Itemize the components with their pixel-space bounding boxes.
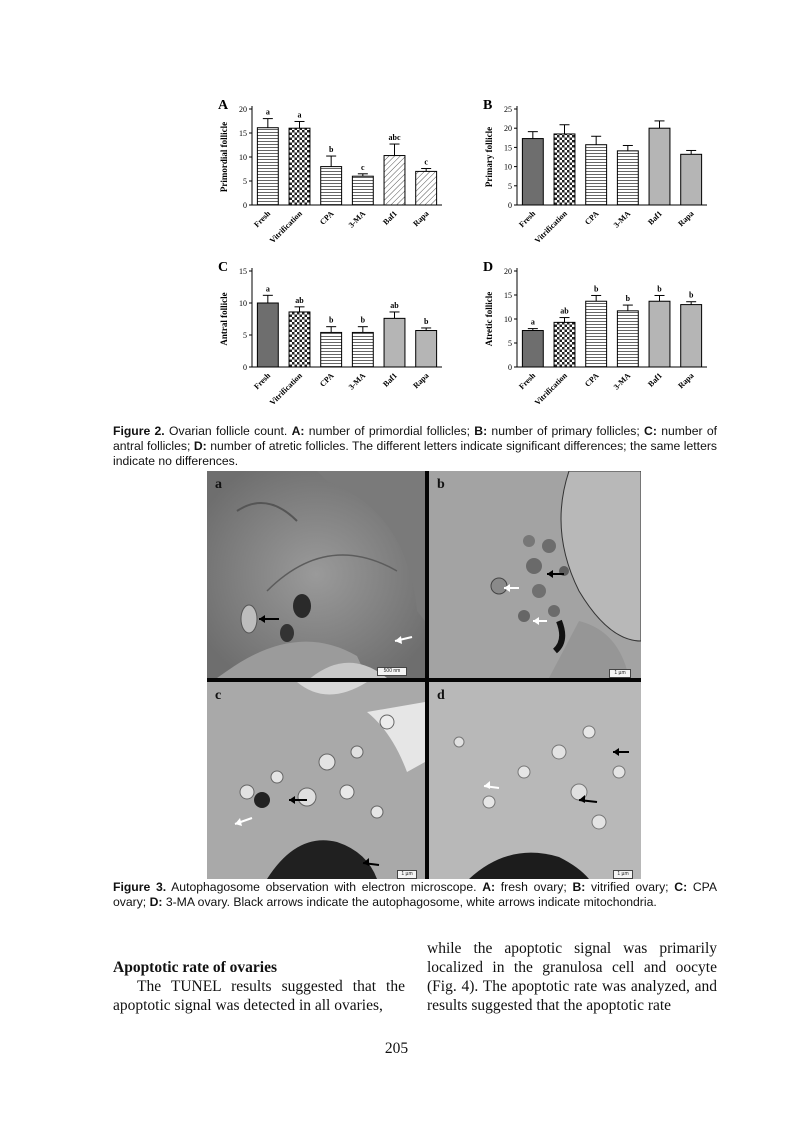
x-tick-label: 3-MA: [611, 371, 633, 392]
caption-part-b: number of primary follicles;: [487, 424, 645, 438]
y-tick-label: 5: [508, 181, 512, 191]
micrograph-panel-c: [207, 682, 425, 879]
panel-letter-d: D: [483, 260, 494, 275]
left-column: [113, 958, 405, 1015]
micrograph-panel-b: [429, 471, 641, 678]
x-tick-label: Vitrification: [532, 371, 569, 408]
scale-bar-c: 1 µm: [397, 870, 417, 879]
caption-part-c: number of antral follicles;: [113, 424, 717, 453]
x-tick-label: Fresh: [517, 209, 538, 230]
bar-vitrification: [289, 312, 310, 367]
bar-3-ma: [352, 332, 373, 367]
y-tick-label: 0: [243, 201, 247, 210]
significance-letter: abc: [388, 133, 401, 143]
bar-cpa: [321, 167, 342, 205]
significance-letter: b: [328, 315, 334, 325]
y-tick-label: 5: [508, 339, 512, 348]
x-tick-label: Baf1: [646, 371, 664, 389]
y-tick-label: 15: [504, 291, 512, 300]
x-tick-label: Rapa: [411, 209, 431, 229]
y-tick-label: 15: [504, 143, 512, 153]
x-tick-label: 3-MA: [346, 371, 368, 392]
y-tick-label: 5: [243, 331, 247, 340]
bar-vitrification: [554, 134, 575, 205]
f3-caption-key-b: B:: [572, 880, 586, 894]
y-tick-label: 15: [239, 129, 247, 138]
x-tick-label: Vitrification: [267, 209, 304, 246]
scale-bar-a: 500 nm: [377, 667, 407, 676]
x-tick-label: Baf1: [646, 209, 664, 227]
y-axis-label: Atretic follicle: [484, 291, 494, 347]
x-tick-label: Baf1: [381, 209, 399, 227]
bar-fresh: [522, 139, 543, 205]
right-column-text: while the apoptotic signal was primarily localized in the granulosa cell and oocyte (Fig. 4). The apoptotic rate was analyzed, and results suggested that the apoptotic rate: [427, 940, 717, 1014]
bar-fresh: [257, 128, 278, 205]
panel-letter-a: A: [218, 98, 229, 113]
significance-letter: b: [593, 284, 599, 294]
bar-baf1: [384, 156, 405, 205]
significance-letter: c: [361, 162, 365, 172]
significance-letter: c: [424, 157, 428, 167]
y-tick-label: 0: [508, 363, 512, 372]
page-number: 205: [384, 1040, 409, 1057]
y-tick-label: 20: [504, 124, 512, 134]
x-tick-label: Fresh: [517, 371, 538, 392]
x-tick-label: Baf1: [381, 371, 399, 389]
y-axis-label: Primordial follicle: [219, 121, 229, 193]
f3-caption-part-d: 3-MA ovary. Black arrows indicate the autophagosome, white arrows indicate mitochondria.: [162, 895, 657, 909]
bar-3-ma: [617, 311, 638, 367]
f3-caption-part-b: vitrified ovary;: [585, 880, 675, 894]
y-tick-label: 10: [504, 162, 512, 172]
significance-letter: b: [328, 145, 334, 155]
y-axis-label: Antral follicle: [219, 292, 229, 346]
x-tick-label: Fresh: [252, 209, 273, 230]
panel-letter-b: B: [483, 98, 493, 113]
figure3-caption-label: Figure 3.: [113, 880, 167, 894]
micrograph-label-b: b: [437, 477, 445, 492]
significance-letter: a: [297, 110, 302, 120]
y-tick-label: 20: [504, 267, 512, 276]
figure3-caption-text: Autophagosome observation with electron microscope.: [166, 880, 483, 894]
caption-key-b: B:: [474, 424, 488, 438]
bar-cpa: [586, 145, 607, 205]
f3-caption-key-d: D:: [149, 895, 163, 909]
f3-caption-key-a: A:: [482, 880, 496, 894]
micrograph-label-a: a: [215, 477, 222, 492]
x-tick-label: Rapa: [676, 209, 696, 229]
bar-fresh: [522, 331, 543, 367]
y-tick-label: 10: [239, 153, 247, 162]
chart-atretic-follicle: [477, 257, 722, 417]
x-tick-label: 3-MA: [346, 209, 368, 230]
f3-caption-key-c: C:: [674, 880, 688, 894]
figure2-caption-text: Ovarian follicle count.: [164, 424, 292, 438]
bar-cpa: [586, 301, 607, 367]
x-tick-label: CPA: [583, 209, 601, 227]
scale-bar-b: 1 µm: [609, 669, 631, 678]
bar-baf1: [649, 128, 670, 205]
chart-primary-follicle: [477, 95, 722, 255]
panel-letter-c: C: [218, 260, 229, 275]
x-tick-label: 3-MA: [611, 209, 633, 230]
x-tick-label: Vitrification: [532, 209, 569, 246]
left-column-text: The TUNEL results suggested that the apoptotic signal was detected in all ovaries,: [113, 978, 405, 1014]
bar-vitrification: [289, 128, 310, 205]
significance-letter: ab: [390, 300, 399, 310]
figure2-caption: [113, 424, 717, 469]
x-tick-label: CPA: [318, 209, 336, 227]
bar-rapa: [681, 154, 702, 205]
significance-letter: ab: [295, 295, 304, 305]
y-tick-label: 25: [504, 105, 512, 114]
f3-caption-part-c: CPA ovary;: [113, 880, 717, 909]
caption-key-a: A:: [291, 424, 305, 438]
bar-vitrification: [554, 322, 575, 367]
significance-letter: a: [530, 317, 535, 327]
f3-caption-part-a: fresh ovary;: [495, 880, 573, 894]
bar-rapa: [416, 331, 437, 367]
caption-part-a: number of primordial follicles;: [304, 424, 475, 438]
significance-letter: b: [360, 315, 366, 325]
significance-letter: b: [688, 290, 694, 300]
chart-primordial-follicle: [212, 95, 457, 255]
y-tick-label: 15: [239, 267, 247, 276]
bar-rapa: [416, 171, 437, 205]
micrograph-panel-d: [429, 682, 641, 879]
significance-letter: a: [265, 284, 270, 294]
y-tick-label: 10: [239, 299, 247, 308]
y-axis-label: Primary follicle: [484, 126, 494, 188]
bar-3-ma: [352, 176, 373, 205]
x-tick-label: Rapa: [676, 371, 696, 391]
chart-antral-follicle: [212, 257, 457, 417]
y-tick-label: 5: [243, 177, 247, 186]
caption-key-c: C:: [644, 424, 657, 438]
bar-baf1: [384, 318, 405, 367]
significance-letter: a: [265, 107, 270, 117]
bar-3-ma: [617, 151, 638, 205]
significance-letter: b: [657, 284, 662, 294]
figure3-micrograph-grid: [207, 471, 641, 879]
figure2-caption-label: Figure 2.: [113, 424, 165, 438]
figure3-caption: [113, 880, 717, 910]
micrograph-label-d: d: [437, 688, 445, 703]
micrograph-panel-a: [207, 471, 425, 678]
x-tick-label: CPA: [318, 371, 336, 389]
caption-part-d: number of atretic follicles. The different letters indicate significant differences; the same letters indicate no differences.: [113, 439, 717, 468]
micrograph-label-c: c: [215, 688, 222, 703]
y-tick-label: 20: [239, 105, 247, 114]
y-tick-label: 10: [504, 315, 512, 324]
scale-bar-d: 1 µm: [613, 870, 633, 879]
significance-letter: b: [625, 294, 631, 304]
bar-fresh: [257, 303, 278, 367]
bar-rapa: [681, 305, 702, 367]
x-tick-label: CPA: [583, 371, 601, 389]
x-tick-label: Fresh: [252, 371, 273, 392]
caption-key-d: D:: [193, 439, 207, 453]
significance-letter: ab: [560, 306, 569, 316]
bar-baf1: [649, 301, 670, 367]
x-tick-label: Rapa: [411, 371, 431, 391]
significance-letter: b: [423, 316, 429, 326]
y-tick-label: 0: [508, 201, 512, 210]
section-heading: Apoptotic rate of ovaries: [113, 959, 277, 976]
bar-cpa: [321, 332, 342, 367]
y-tick-label: 0: [243, 363, 247, 372]
x-tick-label: Vitrification: [267, 371, 304, 408]
